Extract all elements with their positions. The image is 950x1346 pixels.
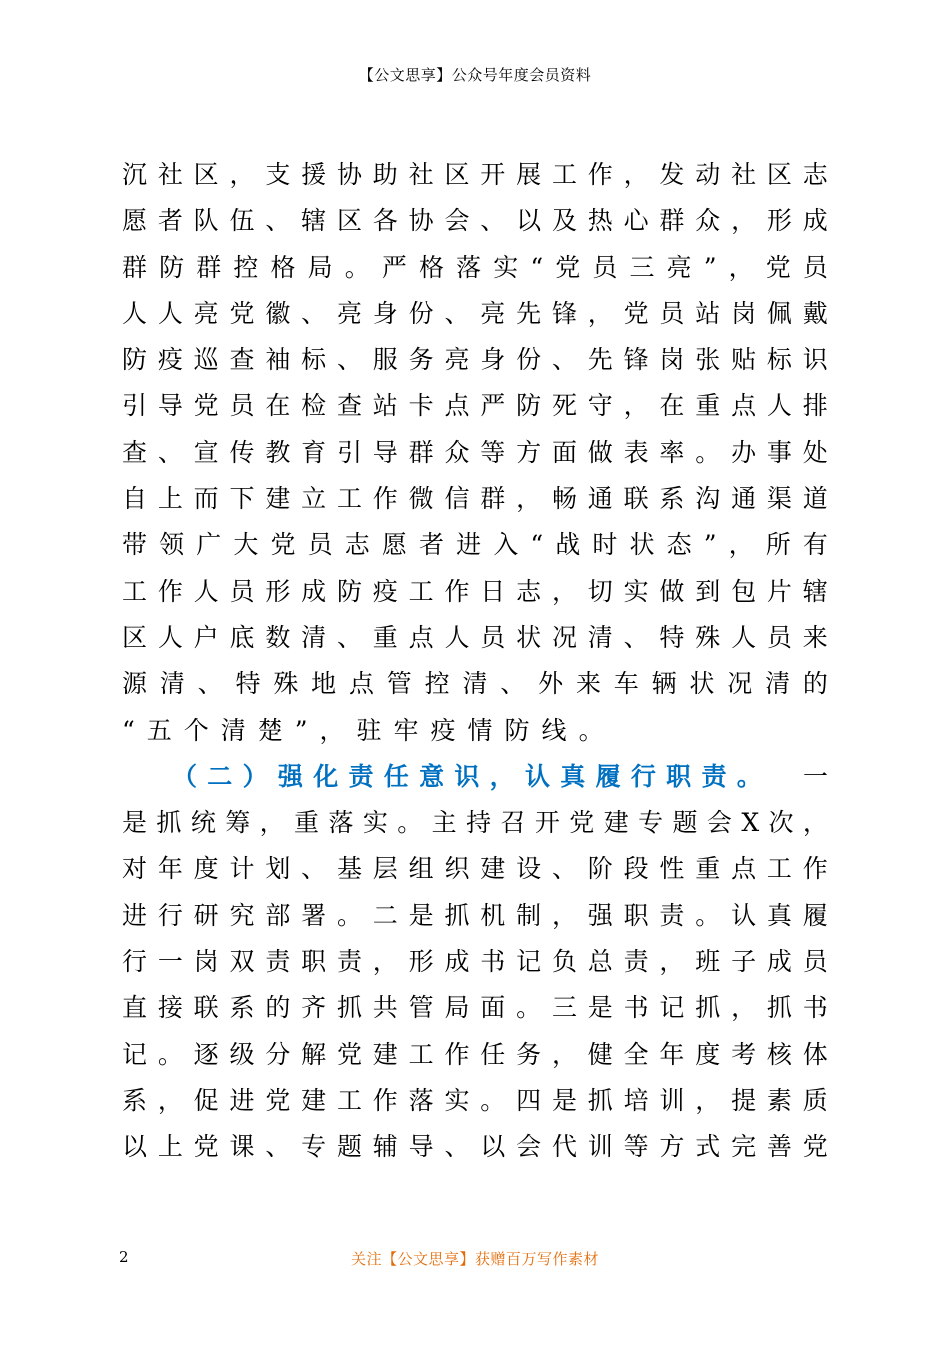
body-line: 系 ， 促 进 党 建 工 作 落 实 。 四 是 抓 培 训 ， 提 素 质 [122,1085,828,1115]
body-line: 沉 社 区 ， 支 援 协 助 社 区 开 展 工 作 ， 发 动 社 区 志 [122,160,828,189]
body-line: 行 一 岗 双 责 职 责 ， 形 成 书 记 负 总 责 ， 班 子 成 员 [122,947,828,977]
body-line: “五个清楚”，驻牢疫情防线。 [122,715,616,745]
body-line: 源 清 、 特 殊 地 点 管 控 清 、 外 来 车 辆 状 况 清 的 [122,669,828,699]
body-line: 工 作 人 员 形 成 防 疫 工 作 日 志 ， 切 实 做 到 包 片 辖 [122,576,828,606]
body-line: 是 抓 统 筹 ， 重 落 实 。 主 持 召 开 党 建 专 题 会 X 次 ， [122,808,828,838]
body-line: 对 年 度 计 划 、 基 层 组 织 建 设 、 阶 段 性 重 点 工 作 [122,854,828,884]
body-line: 愿 者 队 伍 、 辖 区 各 协 会 、 以 及 热 心 群 众 ， 形 成 [122,206,828,236]
page-number: 2 [119,1248,129,1266]
page-footer: 关注【公文思享】获赠百万写作素材 [350,1250,599,1268]
body-line: 自 上 而 下 建 立 工 作 微 信 群 ， 畅 通 联 系 沟 通 渠 道 [122,484,828,514]
body-line: 防 疫 巡 查 袖 标 、 服 务 亮 身 份 、 先 锋 岗 张 贴 标 识 [122,345,828,375]
section-heading: （ 二 ） 强 化 责 任 意 识 ， 认 真 履 行 职 责 。 [172,761,762,791]
body-line: 直 接 联 系 的 齐 抓 共 管 局 面 。 三 是 书 记 抓 ， 抓 书 [122,993,828,1023]
body-line: 人 人 亮 党 徽 、 亮 身 份 、 亮 先 锋 ， 党 员 站 岗 佩 戴 [122,298,828,328]
body-line: 引 导 党 员 在 检 查 站 卡 点 严 防 死 守 ， 在 重 点 人 排 [122,391,828,421]
body-line: 以 上 党 课 、 专 题 辅 导 、 以 会 代 训 等 方 式 完 善 党 [122,1132,828,1162]
body-line: 记 。 逐 级 分 解 党 建 工 作 任 务 ， 健 全 年 度 考 核 体 [122,1039,828,1069]
heading-tail: 一 [802,761,828,791]
body-line: 带 领 广 大 党 员 志 愿 者 进 入 “ 战 时 状 态 ” ， 所 有 [122,530,828,560]
document-body [122,152,828,1171]
body-line: 区 人 户 底 数 清 、 重 点 人 员 状 况 清 、 特 殊 人 员 来 [122,622,828,652]
page-header: 【公文思享】公众号年度会员资料 [358,66,592,84]
body-line: 查 、 宣 传 教 育 引 导 群 众 等 方 面 做 表 率 。 办 事 处 [122,437,828,467]
body-line: 群 防 群 控 格 局 。 严 格 落 实 “ 党 员 三 亮 ” ， 党 员 [122,252,828,282]
body-line: 进 行 研 究 部 署 。 二 是 抓 机 制 ， 强 职 责 。 认 真 履 [122,900,828,930]
heading-line [122,754,828,800]
